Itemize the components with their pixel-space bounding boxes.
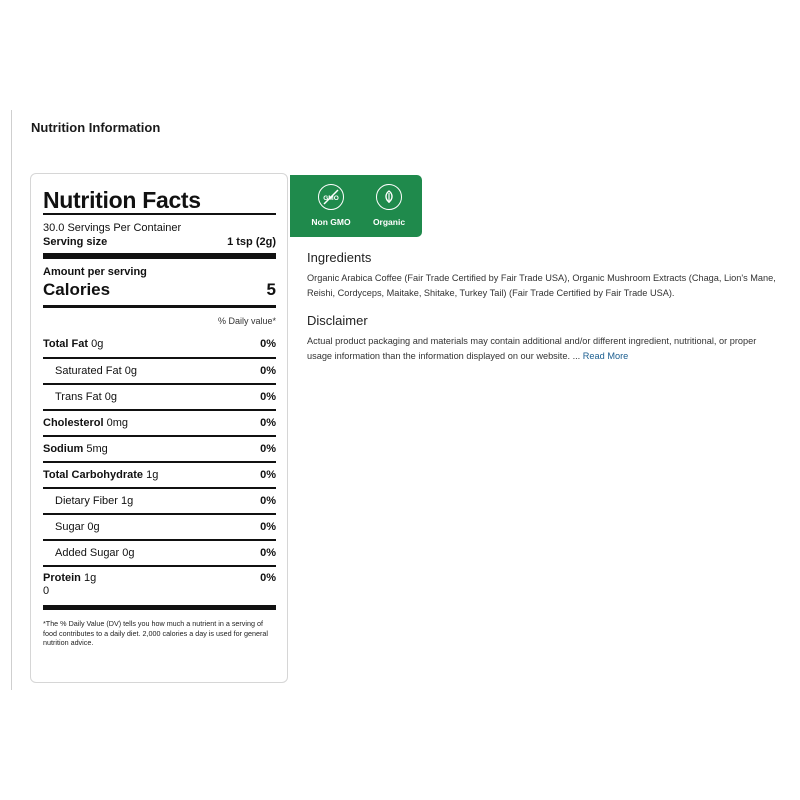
- non-gmo-icon: [318, 184, 344, 210]
- nutrient-daily-value: 0%: [260, 417, 276, 429]
- nutrient-amount: 0g: [91, 338, 104, 350]
- nutrient-name: [43, 521, 100, 533]
- nutrient-row: [43, 513, 276, 539]
- nutrient-daily-value: 0%: [260, 443, 276, 455]
- nutrient-label: Total Fat: [43, 338, 89, 350]
- nutrient-label: Sodium: [43, 443, 84, 455]
- section-title: Nutrition Information: [31, 120, 161, 135]
- certification-badges: [290, 175, 422, 237]
- organic-label: Organic: [372, 217, 406, 227]
- daily-value-header: % Daily value*: [217, 316, 276, 326]
- calories-label: Calories: [43, 280, 111, 299]
- nutrient-amount: 0g: [122, 547, 135, 559]
- serving-size-value: 1 tsp (2g): [227, 236, 276, 248]
- disclaimer-text: Actual product packaging and materials may contain additional and/or different ingredient, nutritional, or proper usage information than the information displayed on our website. ...: [307, 336, 757, 361]
- nutrient-row: [43, 331, 276, 357]
- organic-badge: [364, 184, 414, 227]
- serving-size-label: Serving size: [43, 236, 108, 248]
- servings-per-container: 30.0 Servings Per Container: [43, 222, 182, 234]
- nutrient-daily-value: 0%: [260, 338, 276, 350]
- nutrient-name: [43, 417, 128, 429]
- nutrient-row: [43, 435, 276, 461]
- ingredients-heading: Ingredients: [307, 250, 372, 265]
- divider: [43, 253, 276, 259]
- divider: [43, 213, 276, 215]
- nutrient-daily-value: 0%: [260, 547, 276, 559]
- protein-name: Protein: [43, 572, 81, 584]
- nutrient-name: [43, 495, 133, 507]
- nutrient-name: [43, 547, 135, 559]
- calories-row: [43, 279, 276, 305]
- nutrient-amount: 1g: [121, 495, 134, 507]
- nutrient-amount: 5mg: [86, 443, 108, 455]
- calories-value: 5: [266, 280, 276, 299]
- nutrient-name: [43, 469, 158, 481]
- disclaimer-heading: Disclaimer: [307, 313, 368, 328]
- nutrient-list: [43, 331, 276, 565]
- nutrient-row: [43, 487, 276, 513]
- nutrient-row: [43, 409, 276, 435]
- nutrient-label: Cholesterol: [43, 417, 104, 429]
- protein-extra: 0: [43, 585, 50, 597]
- nutrient-daily-value: 0%: [260, 365, 276, 377]
- serving-size-row: [43, 235, 276, 253]
- nutrient-daily-value: 0%: [260, 391, 276, 403]
- protein-pct: 0%: [260, 572, 276, 584]
- nutrition-facts-label: [43, 174, 276, 648]
- ingredients-text: Organic Arabica Coffee (Fair Trade Certified by Fair Trade USA), Organic Mushroom Extracts (Chaga, Lion's Mane, Reishi, Cordyceps, Maitake, Shitake, Turkey Tail) (Fair Trade Certified by Fair Trade USA).: [307, 273, 776, 298]
- nutrient-amount: 0g: [124, 365, 137, 377]
- nutrition-facts-panel: [30, 173, 288, 683]
- nutrient-row: [43, 461, 276, 487]
- nutrient-label: Saturated Fat: [55, 365, 122, 377]
- organic-leaf-icon: [376, 184, 402, 210]
- nutrient-name: [43, 443, 108, 455]
- nutrient-label: Sugar: [55, 521, 85, 533]
- nutrient-label: Total Carbohydrate: [43, 469, 144, 481]
- amount-per-serving: Amount per serving: [43, 266, 147, 278]
- left-divider: [11, 110, 12, 690]
- nutrient-amount: 0g: [87, 521, 100, 533]
- nutrient-daily-value: 0%: [260, 521, 276, 533]
- nutrient-label: Trans Fat: [55, 391, 102, 403]
- non-gmo-badge: [306, 184, 356, 227]
- nutrition-facts-title: Nutrition Facts: [43, 187, 201, 213]
- nutrient-label: Dietary Fiber: [55, 495, 118, 507]
- svg-text:GMO: GMO: [323, 195, 339, 202]
- nutrient-daily-value: 0%: [260, 495, 276, 507]
- daily-value-footnote: *The % Daily Value (DV) tells you how much a nutrient in a serving of food contributes to a daily diet. 2,000 calories a day is used for general nutrition advice.: [43, 605, 276, 648]
- nutrient-label: Added Sugar: [55, 547, 120, 559]
- nutrient-row: [43, 539, 276, 565]
- disclaimer-block: [307, 334, 777, 364]
- nutrient-name: [43, 391, 117, 403]
- protein-row: [43, 565, 276, 597]
- non-gmo-label: Non GMO: [311, 217, 351, 227]
- nutrient-daily-value: 0%: [260, 469, 276, 481]
- nutrient-amount: 0mg: [106, 417, 128, 429]
- nutrient-amount: 0g: [104, 391, 117, 403]
- nutrient-name: [43, 365, 137, 377]
- protein-amount: 1g: [83, 572, 97, 584]
- nutrient-amount: 1g: [146, 469, 159, 481]
- read-more-link[interactable]: Read More: [582, 351, 629, 361]
- nutrient-name: [43, 338, 103, 350]
- nutrient-row: [43, 383, 276, 409]
- nutrient-row: [43, 357, 276, 383]
- product-details: [307, 250, 777, 364]
